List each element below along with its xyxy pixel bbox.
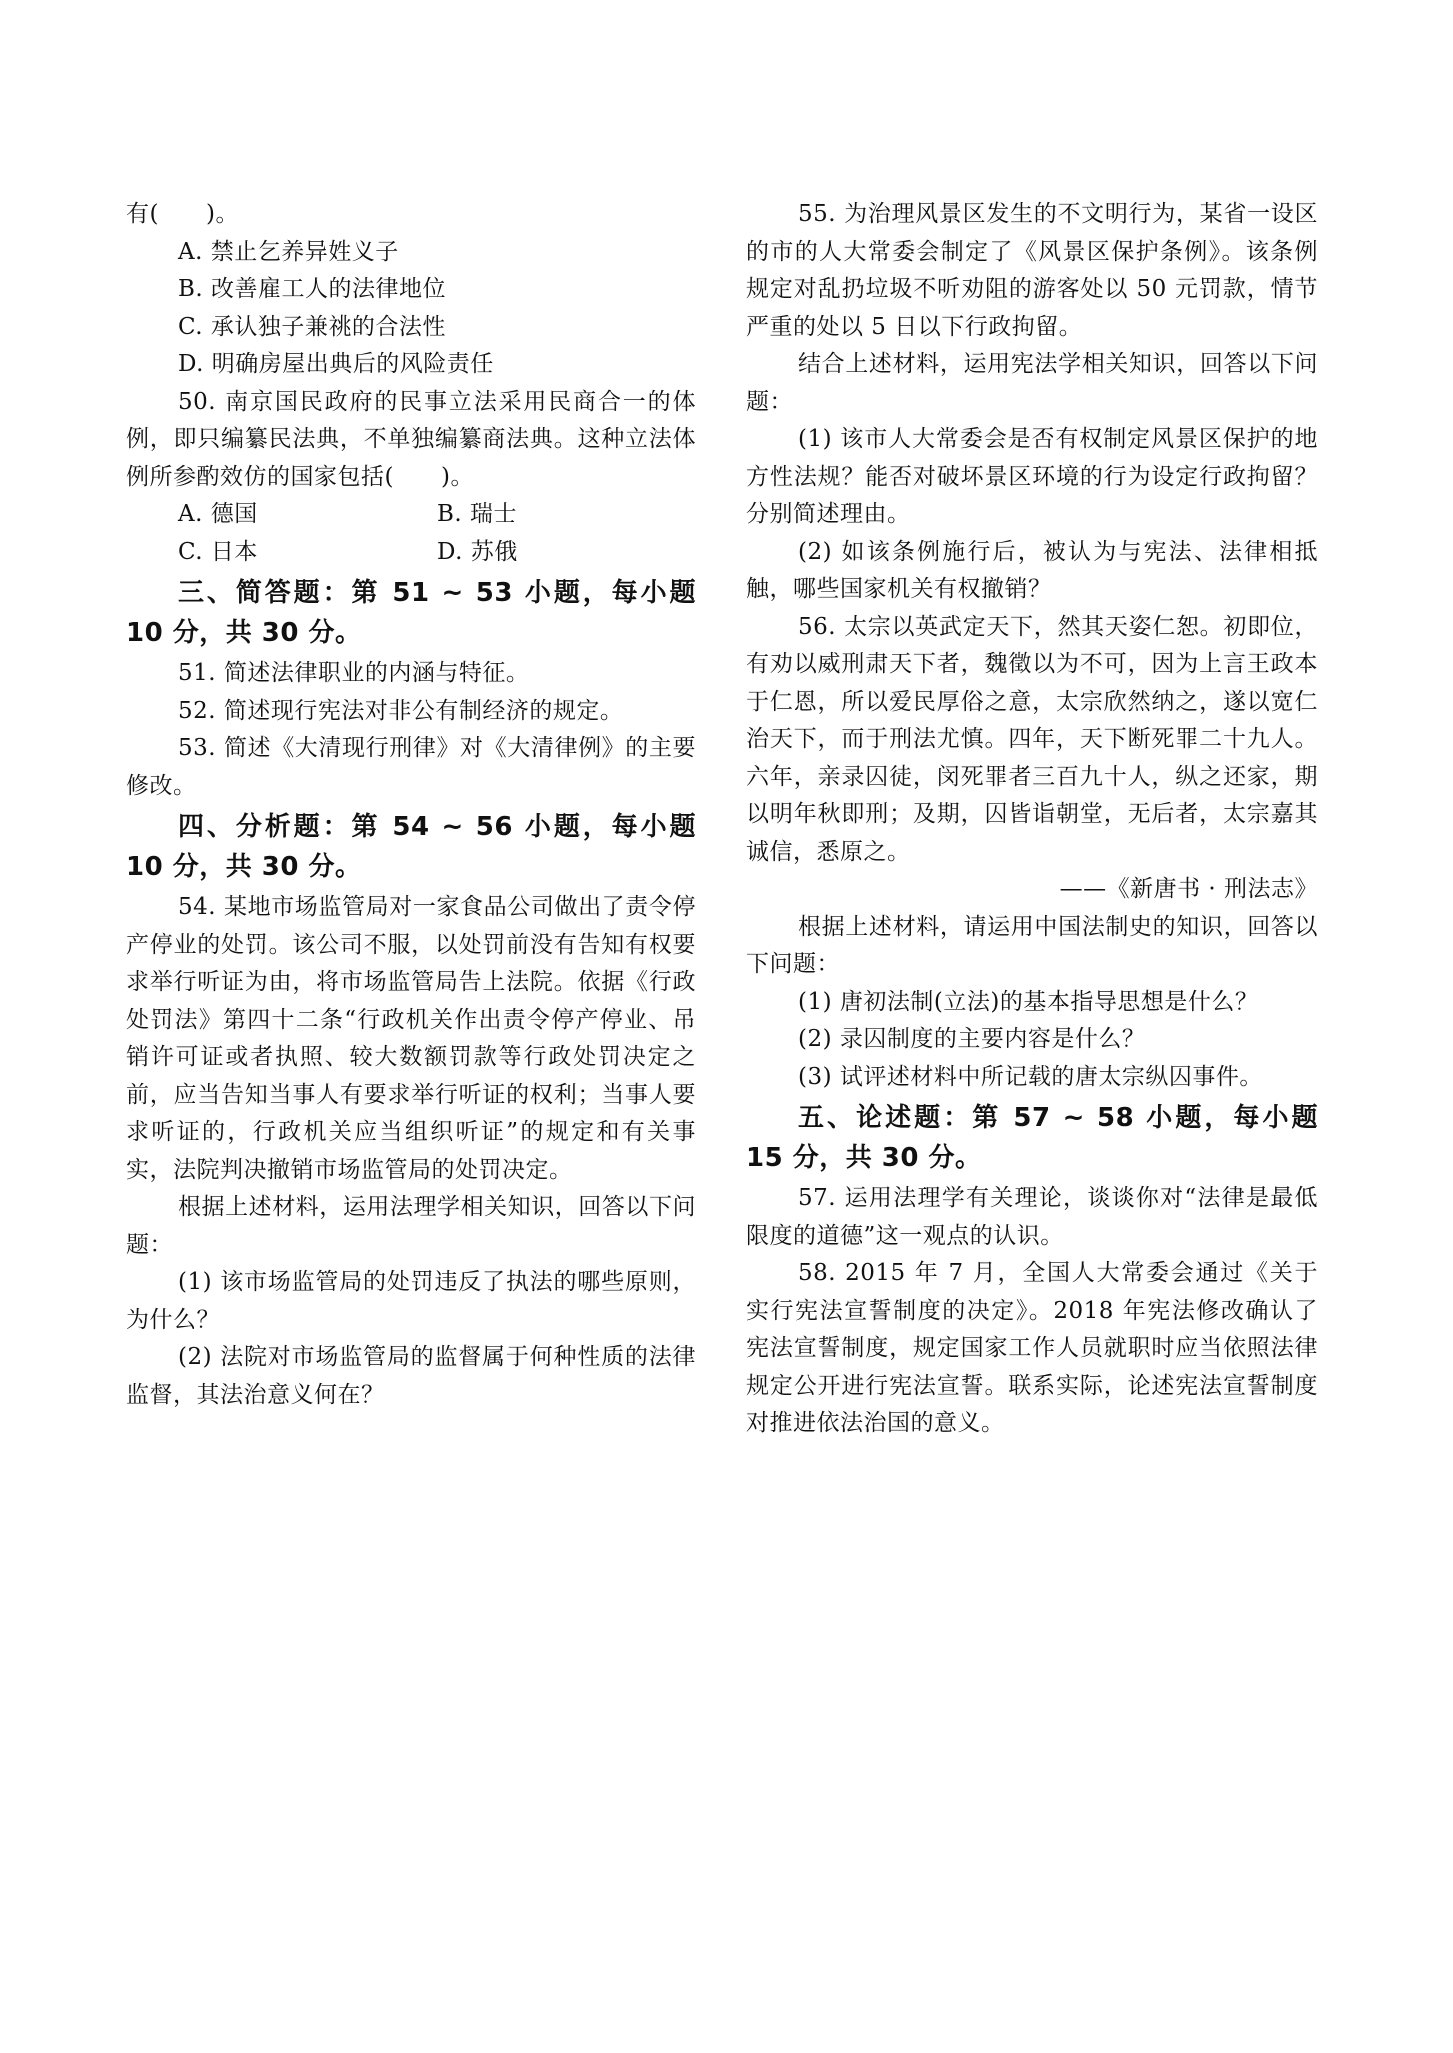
q50-option-d: D. 苏俄 (437, 538, 518, 565)
q53: 53. 简述《大清现行刑律》对《大清律例》的主要修改。 (126, 735, 696, 799)
q51: 51. 简述法律职业的内涵与特征。 (178, 660, 530, 686)
q49-option-a: A. 禁止乞养异姓义子 (178, 238, 399, 265)
q50-option-a: A. 德国 (178, 501, 258, 527)
q56-sub-question-2: (2) 录囚制度的主要内容是什么？ (798, 1026, 1146, 1052)
q49-tail: 有( )。 (126, 201, 239, 227)
q49-option-d: D. 明确房屋出典后的风险责任 (178, 351, 494, 377)
q52: 52. 简述现行宪法对非公有制经济的规定。 (178, 697, 624, 724)
q54-material: 54. 某地市场监管局对一家食品公司做出了责令停产停业的处罚。该公司不服，以处罚前没有告知有权要求举行听证为由，将市场监管局告上法院。依据《行政处罚法》第四十二条“行政机关作出责令停产停业、吊销许可证或者执照、较大数额罚款等行政处罚决定之前，应当告知当事人有要求举行听证的权利；当事人要求听证的，行政机关应当组织听证”的规定和有关事实，法院判决撤销市场监管局的处罚决定。 (126, 894, 696, 1183)
right-column (746, 196, 1318, 1443)
q56-source: ——《新唐书 · 刑法志》 (1059, 876, 1318, 902)
q54-sub-question-1: (1) 该市场监管局的处罚违反了执法的哪些原则，为什么？ (126, 1269, 696, 1333)
section-3-heading: 三、简答题：第 51 ~ 53 小题，每小题 10 分，共 30 分。 (126, 578, 696, 648)
q50-option-c: C. 日本 (178, 538, 258, 565)
q55-sub-question-1: (1) 该市人大常委会是否有权制定风景区保护的地方性法规？能否对破坏景区环境的行为设定行政拘留？分别简述理由。 (746, 426, 1318, 527)
left-column (126, 196, 696, 1414)
q55-sub-question-2: (2) 如该条例施行后，被认为与宪法、法律相抵触，哪些国家机关有权撤销？ (746, 538, 1318, 602)
q54-sub-question-2: (2) 法院对市场监管局的监督属于何种性质的法律监督，其法治意义何在？ (126, 1344, 696, 1408)
q56-sub-question-3: (3) 试评述材料中所记载的唐太宗纵囚事件。 (798, 1063, 1263, 1090)
q49-option-b: B. 改善雇工人的法律地位 (178, 276, 447, 302)
q55-prompt: 结合上述材料，运用宪法学相关知识，回答以下问题： (746, 351, 1318, 415)
section-5-heading: 五、论述题：第 57 ~ 58 小题，每小题 15 分，共 30 分。 (746, 1103, 1318, 1173)
q58: 58. 2015 年 7 月，全国人大常委会通过《关于实行宪法宣誓制度的决定》。2018 年宪法修改确认了宪法宣誓制度，规定国家工作人员就职时应当依照法律规定公开进行宪法宣誓。联系实际，论述宪法宣誓制度对推进依法治国的意义。 (746, 1260, 1318, 1436)
q49-option-c: C. 承认独子兼祧的合法性 (178, 313, 446, 340)
q50-options-row-1 (126, 496, 696, 534)
q56-prompt: 根据上述材料，请运用中国法制史的知识，回答以下问题： (746, 913, 1318, 977)
q57: 57. 运用法理学有关理论，谈谈你对“法律是最低限度的道德”这一观点的认识。 (746, 1185, 1318, 1249)
q55-material: 55. 为治理风景区发生的不文明行为，某省一设区的市的人大常委会制定了《风景区保护条例》。该条例规定对乱扔垃圾不听劝阻的游客处以 50 元罚款，情节严重的处以 5 日以下行政拘留。 (746, 201, 1318, 340)
q56-sub-question-1: (1) 唐初法制(立法)的基本指导思想是什么？ (798, 988, 1259, 1015)
q50-option-b: B. 瑞士 (437, 501, 518, 527)
q50-options-row-2 (126, 534, 696, 572)
q50-stem: 50. 南京国民政府的民事立法采用民商合一的体例，即只编纂民法典，不单独编纂商法典。这种立法体例所参酌效仿的国家包括( )。 (126, 388, 696, 490)
section-4-heading: 四、分析题：第 54 ~ 56 小题，每小题 10 分，共 30 分。 (126, 812, 696, 882)
q54-prompt: 根据上述材料，运用法理学相关知识，回答以下问题： (126, 1194, 696, 1258)
q56-material: 56. 太宗以英武定天下，然其天姿仁恕。初即位，有劝以威刑肃天下者，魏徵以为不可，因为上言王政本于仁恩，所以爱民厚俗之意，太宗欣然纳之，遂以宽仁治天下，而于刑法尤慎。四年，天下断死罪二十九人。六年，亲录囚徒，闵死罪者三百九十人，纵之还家，期以明年秋即刑；及期，囚皆诣朝堂，无后者，太宗嘉其诚信，悉原之。 (746, 613, 1318, 865)
